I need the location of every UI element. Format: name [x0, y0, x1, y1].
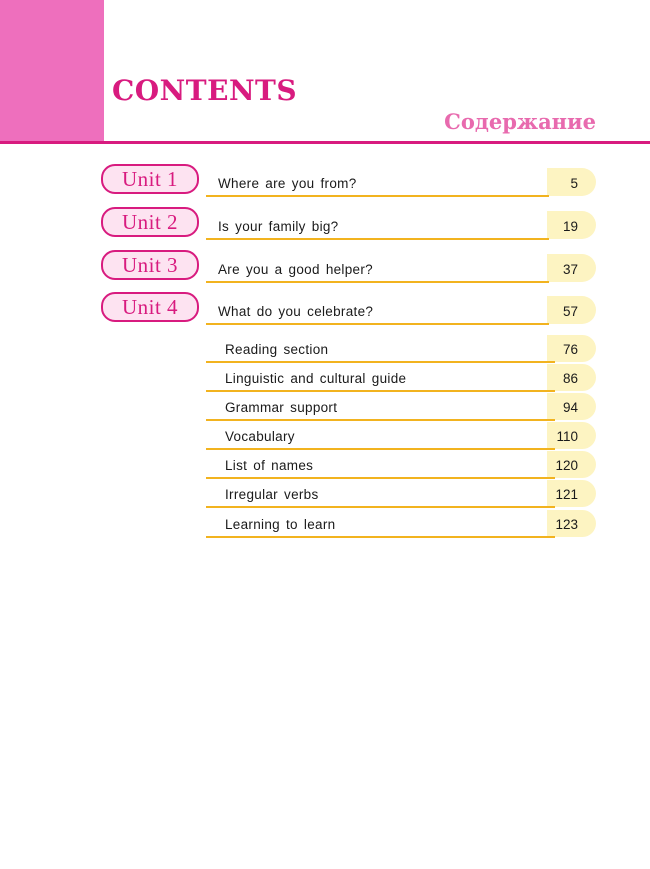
- row-underline: [206, 195, 549, 197]
- unit-title[interactable]: What do you celebrate?: [218, 304, 374, 319]
- page-number: 5: [570, 176, 578, 191]
- row-underline: [206, 281, 549, 283]
- page-number: 121: [555, 487, 578, 502]
- page-number: 123: [555, 517, 578, 532]
- row-underline: [206, 323, 549, 325]
- toc-section-learning[interactable]: [0, 508, 650, 537]
- unit-badge: Unit 4: [101, 292, 199, 322]
- toc-unit-3[interactable]: [0, 248, 650, 288]
- toc-section-guide[interactable]: [0, 362, 650, 391]
- row-underline: [206, 536, 555, 538]
- unit-title[interactable]: Is your family big?: [218, 219, 339, 234]
- page-title: CONTENTS: [112, 74, 298, 107]
- toc-unit-2[interactable]: [0, 205, 650, 245]
- page-number: 19: [562, 219, 578, 234]
- toc-section-names[interactable]: [0, 449, 650, 478]
- page-number: 110: [556, 429, 578, 444]
- page-number: 76: [562, 342, 578, 357]
- section-title[interactable]: List of names: [225, 458, 314, 473]
- section-title[interactable]: Grammar support: [225, 400, 338, 415]
- unit-badge: Unit 2: [101, 207, 199, 237]
- corner-decoration: [0, 0, 104, 142]
- page-subtitle: Содержание: [444, 109, 596, 134]
- page-number: 86: [562, 371, 578, 386]
- toc-section-irregular-verbs[interactable]: [0, 478, 650, 507]
- row-underline: [206, 238, 549, 240]
- page-number: 57: [562, 304, 578, 319]
- section-title[interactable]: Learning to learn: [225, 517, 336, 532]
- toc-unit-1[interactable]: [0, 162, 650, 202]
- section-title[interactable]: Reading section: [225, 342, 329, 357]
- header-divider: [0, 141, 650, 144]
- page-number: 37: [562, 262, 578, 277]
- unit-badge: Unit 1: [101, 164, 199, 194]
- unit-title[interactable]: Are you a good helper?: [218, 262, 373, 277]
- toc-unit-4[interactable]: [0, 290, 650, 330]
- unit-title[interactable]: Where are you from?: [218, 176, 357, 191]
- toc-section-reading[interactable]: [0, 333, 650, 362]
- section-title[interactable]: Linguistic and cultural guide: [225, 371, 407, 386]
- section-title[interactable]: Vocabulary: [225, 429, 295, 444]
- unit-badge: Unit 3: [101, 250, 199, 280]
- section-title[interactable]: Irregular verbs: [225, 487, 319, 502]
- page-number: 120: [555, 458, 578, 473]
- toc-section-grammar[interactable]: [0, 391, 650, 420]
- toc-section-vocabulary[interactable]: [0, 420, 650, 449]
- page-number: 94: [562, 400, 578, 415]
